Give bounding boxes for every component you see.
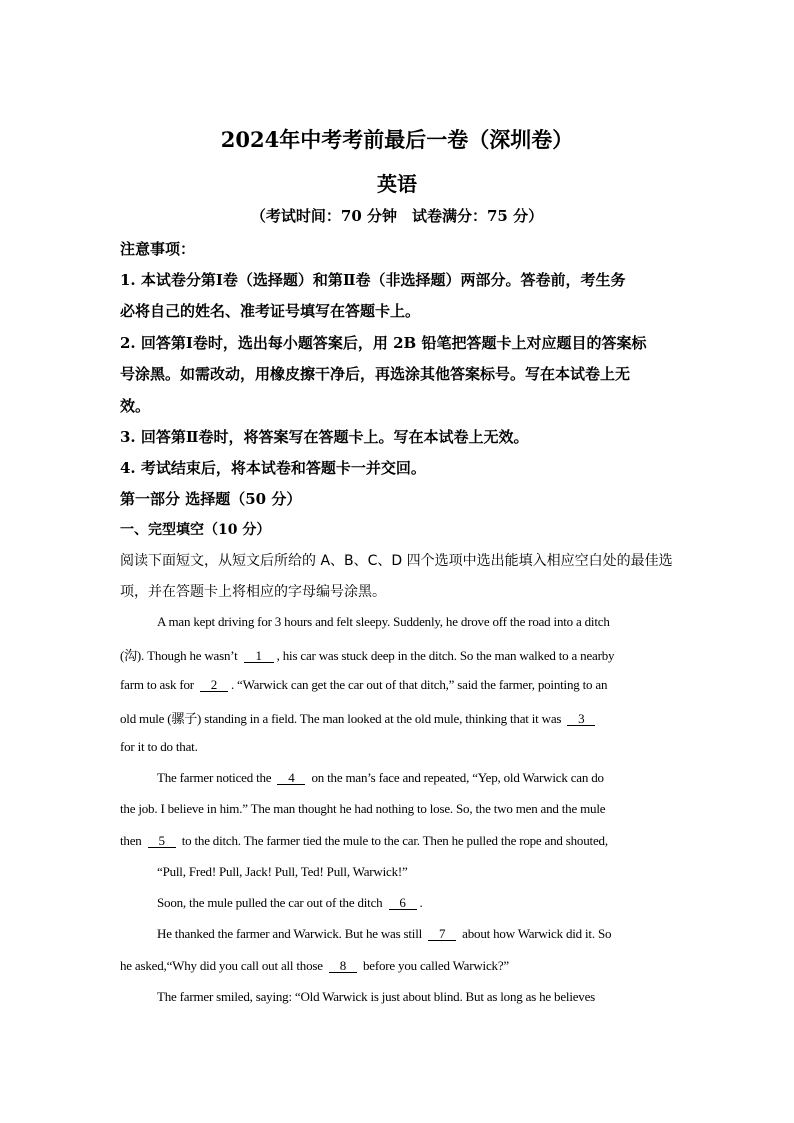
passage-text: He thanked the farmer and Warwick. But he was still — [157, 926, 423, 941]
passage-line-1: A man kept driving for 3 hours and felt sleepy. Suddenly, he drove off the road into a ditch — [157, 614, 610, 629]
passage-text: , his car was stuck deep in the ditch. So the man walked to a nearby — [276, 648, 615, 663]
notice-line-7: 4. 考试结束后，将本试卷和答题卡一并交回。 — [120, 459, 426, 477]
notice-heading: 注意事项： — [120, 240, 196, 258]
blank-7[interactable]: 7 — [428, 927, 456, 941]
passage-text: Soon, the mule pulled the car out of the ditch — [157, 895, 383, 910]
blank-6[interactable]: 6 — [389, 896, 417, 910]
notice-line-1: 1. 本试卷分第Ⅰ卷（选择题）和第Ⅱ卷（非选择题）两部分。答卷前，考生务 — [120, 271, 626, 289]
passage-line-7: the job. I believe in him.” The man thought he had nothing to lose. So, the two men and the mule — [120, 801, 606, 816]
passage-line-12 — [120, 958, 509, 974]
passage-line-9: “Pull, Fred! Pull, Jack! Pull, Ted! Pull, Warwick!” — [157, 864, 408, 879]
passage-line-10 — [157, 895, 423, 911]
blank-8[interactable]: 8 — [329, 959, 357, 973]
passage-text: to the ditch. The farmer tied the mule to the car. Then he pulled the rope and shouted, — [181, 833, 608, 848]
passage-line-6 — [157, 770, 604, 786]
notice-line-4: 号涂黑。如需改动，用橡皮擦干净后，再选涂其他答案标号。写在本试卷上无 — [120, 365, 631, 383]
blank-2[interactable]: 2 — [200, 678, 228, 692]
passage-line-2 — [120, 645, 614, 664]
passage-text: farm to ask for — [120, 677, 194, 692]
passage-text: . “Warwick can get the car out of that ditch,” said the farmer, pointing to an — [230, 677, 608, 692]
notice-line-5: 效。 — [120, 397, 151, 415]
passage-line-3 — [120, 677, 607, 693]
passage-text: The farmer noticed the — [157, 770, 272, 785]
instruction-line-1: 阅读下面短文，从短文后所给的 A、B、C、D 四个选项中选出能填入相应空白处的最佳选 — [120, 553, 673, 569]
blank-4[interactable]: 4 — [277, 771, 305, 785]
passage-text: old mule (骡子) standing in a field. The man looked at the old mule, thinking that it was — [120, 711, 562, 726]
passage-line-11 — [157, 926, 611, 942]
exam-title: 2024年中考考前最后一卷（深圳卷） — [220, 127, 574, 152]
passage-line-8 — [120, 833, 608, 849]
part-heading: 第一部分 选择题（50 分） — [120, 490, 302, 508]
instruction-line-2: 项，并在答题卡上将相应的字母编号涂黑。 — [120, 584, 386, 600]
subject-title: 英语 — [377, 172, 417, 196]
section-heading: 一、完型填空（10 分） — [120, 522, 271, 538]
passage-text: then — [120, 833, 142, 848]
passage-line-5: for it to do that. — [120, 739, 198, 754]
passage-text: . — [419, 895, 423, 910]
blank-1[interactable]: 1 — [244, 649, 274, 663]
exam-info: （考试时间：70 分钟 试卷满分：75 分） — [250, 207, 544, 225]
blank-3[interactable]: 3 — [567, 712, 595, 726]
passage-text: on the man’s face and repeated, “Yep, old Warwick can do — [311, 770, 604, 785]
passage-text: (沟). Though he wasn’t — [120, 648, 238, 663]
passage-text: about how Warwick did it. So — [462, 926, 612, 941]
notice-line-3: 2. 回答第Ⅰ卷时，选出每小题答案后，用 2B 铅笔把答题卡上对应题目的答案标 — [120, 334, 647, 352]
passage-line-13: The farmer smiled, saying: “Old Warwick is just about blind. But as long as he believes — [157, 989, 596, 1004]
blank-5[interactable]: 5 — [148, 834, 176, 848]
notice-line-2: 必将自己的姓名、准考证号填写在答题卡上。 — [120, 302, 421, 320]
passage-line-4 — [120, 708, 598, 727]
notice-line-6: 3. 回答第Ⅱ卷时，将答案写在答题卡上。写在本试卷上无效。 — [120, 428, 529, 446]
passage-text: before you called Warwick?” — [362, 958, 509, 973]
passage-text: he asked,“Why did you call out all those — [120, 958, 323, 973]
